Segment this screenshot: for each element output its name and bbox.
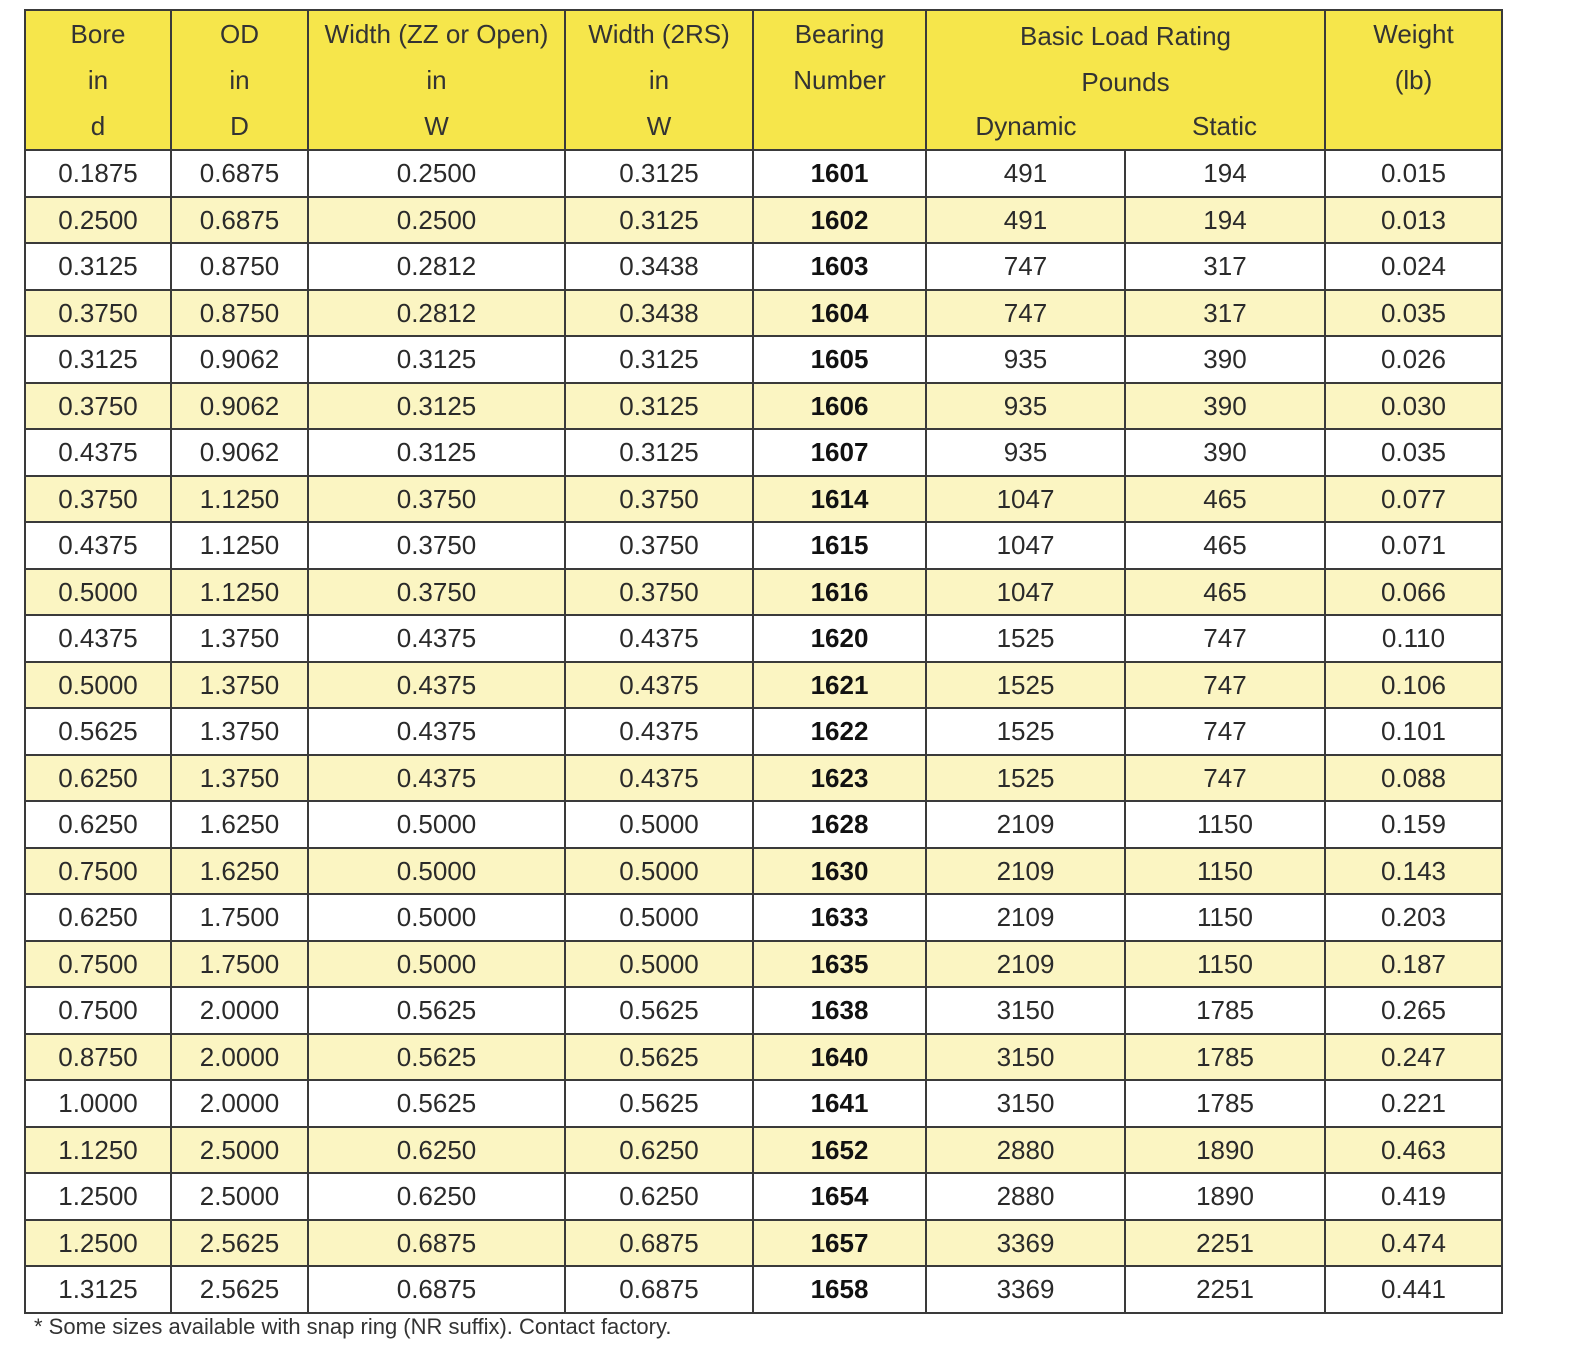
dynamic-load-cell: 491 — [926, 150, 1125, 197]
static-load-cell: 1150 — [1125, 848, 1325, 895]
weight-cell: 0.030 — [1325, 383, 1502, 430]
table-row — [25, 1173, 1502, 1220]
width-2rs-cell: 0.3750 — [565, 522, 753, 569]
table-row — [25, 569, 1502, 616]
od-cell: 1.1250 — [171, 476, 308, 523]
bearing-number-cell: 1603 — [753, 243, 926, 290]
static-load-cell: 1890 — [1125, 1173, 1325, 1220]
header-od-line-2: in — [229, 65, 250, 95]
bore-cell: 0.3750 — [25, 476, 171, 523]
width-zz-cell: 0.5625 — [308, 1034, 565, 1081]
static-load-cell: 1150 — [1125, 801, 1325, 848]
bearing-number-cell: 1630 — [753, 848, 926, 895]
table-row — [25, 894, 1502, 941]
dynamic-load-cell: 1525 — [926, 708, 1125, 755]
static-load-cell: 2251 — [1125, 1266, 1325, 1313]
od-cell: 1.3750 — [171, 615, 308, 662]
od-cell: 1.3750 — [171, 708, 308, 755]
header-weight — [1325, 10, 1502, 150]
bearing-number-cell: 1657 — [753, 1220, 926, 1267]
weight-cell: 0.013 — [1325, 197, 1502, 244]
width-2rs-cell: 0.3125 — [565, 150, 753, 197]
od-cell: 0.9062 — [171, 429, 308, 476]
static-load-cell: 747 — [1125, 615, 1325, 662]
table-row — [25, 150, 1502, 197]
bearing-number-cell: 1638 — [753, 987, 926, 1034]
bore-cell: 0.3125 — [25, 243, 171, 290]
width-zz-cell: 0.4375 — [308, 755, 565, 802]
width-2rs-cell: 0.6875 — [565, 1266, 753, 1313]
static-load-cell: 1785 — [1125, 987, 1325, 1034]
bore-cell: 0.7500 — [25, 848, 171, 895]
width-zz-cell: 0.4375 — [308, 708, 565, 755]
table-row — [25, 755, 1502, 802]
weight-cell: 0.110 — [1325, 615, 1502, 662]
od-cell: 1.7500 — [171, 941, 308, 988]
static-load-cell: 2251 — [1125, 1220, 1325, 1267]
header-dynamic: Dynamic — [926, 104, 1125, 150]
weight-cell: 0.101 — [1325, 708, 1502, 755]
width-zz-cell: 0.5625 — [308, 987, 565, 1034]
table-body — [25, 150, 1502, 1313]
dynamic-load-cell: 1525 — [926, 615, 1125, 662]
od-cell: 0.8750 — [171, 243, 308, 290]
width-2rs-cell: 0.5625 — [565, 1080, 753, 1127]
bore-cell: 0.6250 — [25, 894, 171, 941]
bore-cell: 1.2500 — [25, 1173, 171, 1220]
od-cell: 2.5000 — [171, 1173, 308, 1220]
static-load-cell: 465 — [1125, 569, 1325, 616]
bore-cell: 0.3750 — [25, 383, 171, 430]
header-bearing-number — [753, 10, 926, 150]
width-zz-cell: 0.5000 — [308, 801, 565, 848]
footnote: * Some sizes available with snap ring (NR suffix). Contact factory. — [34, 1314, 672, 1339]
width-2rs-cell: 0.3438 — [565, 290, 753, 337]
width-2rs-cell: 0.3750 — [565, 569, 753, 616]
width-zz-cell: 0.6875 — [308, 1266, 565, 1313]
table-row — [25, 987, 1502, 1034]
table-row — [25, 1266, 1502, 1313]
bore-cell: 0.3750 — [25, 290, 171, 337]
bore-cell: 0.6250 — [25, 801, 171, 848]
table-row — [25, 429, 1502, 476]
weight-cell: 0.203 — [1325, 894, 1502, 941]
table-row — [25, 1127, 1502, 1174]
bearing-table-container — [24, 9, 1501, 1314]
weight-cell: 0.071 — [1325, 522, 1502, 569]
dynamic-load-cell: 3150 — [926, 1034, 1125, 1081]
weight-cell: 0.265 — [1325, 987, 1502, 1034]
bearing-number-cell: 1604 — [753, 290, 926, 337]
header-od — [171, 10, 308, 150]
bore-cell: 1.0000 — [25, 1080, 171, 1127]
header-bore-line-1: Bore — [70, 19, 126, 49]
bearing-number-cell: 1621 — [753, 662, 926, 709]
weight-cell: 0.474 — [1325, 1220, 1502, 1267]
header-width-zz — [308, 10, 565, 150]
bearing-number-cell: 1635 — [753, 941, 926, 988]
od-cell: 1.3750 — [171, 662, 308, 709]
static-load-cell: 1150 — [1125, 941, 1325, 988]
width-zz-cell: 0.5000 — [308, 894, 565, 941]
dynamic-load-cell: 491 — [926, 197, 1125, 244]
header-weight-line-2: (lb) — [1394, 65, 1433, 95]
width-2rs-cell: 0.5625 — [565, 987, 753, 1034]
width-2rs-cell: 0.5000 — [565, 848, 753, 895]
width-zz-cell: 0.6250 — [308, 1127, 565, 1174]
od-cell: 2.0000 — [171, 1034, 308, 1081]
od-cell: 1.7500 — [171, 894, 308, 941]
header-width-2rs — [565, 10, 753, 150]
header-width-zz-line-1: Width (ZZ or Open) — [324, 19, 549, 49]
width-zz-cell: 0.3125 — [308, 429, 565, 476]
width-zz-cell: 0.3750 — [308, 569, 565, 616]
od-cell: 0.6875 — [171, 150, 308, 197]
bore-cell: 0.8750 — [25, 1034, 171, 1081]
table-row — [25, 801, 1502, 848]
bearing-number-cell: 1628 — [753, 801, 926, 848]
od-cell: 2.5625 — [171, 1266, 308, 1313]
bearing-number-cell: 1602 — [753, 197, 926, 244]
header-static: Static — [1125, 104, 1325, 150]
header-bore — [25, 10, 171, 150]
dynamic-load-cell: 2109 — [926, 941, 1125, 988]
width-zz-cell: 0.5000 — [308, 848, 565, 895]
weight-cell: 0.066 — [1325, 569, 1502, 616]
bearing-number-cell: 1607 — [753, 429, 926, 476]
od-cell: 1.3750 — [171, 755, 308, 802]
width-zz-cell: 0.2812 — [308, 243, 565, 290]
bore-cell: 0.4375 — [25, 522, 171, 569]
weight-cell: 0.419 — [1325, 1173, 1502, 1220]
od-cell: 2.0000 — [171, 1080, 308, 1127]
static-load-cell: 390 — [1125, 336, 1325, 383]
bearing-number-cell: 1606 — [753, 383, 926, 430]
weight-cell: 0.441 — [1325, 1266, 1502, 1313]
weight-cell: 0.015 — [1325, 150, 1502, 197]
dynamic-load-cell: 1047 — [926, 476, 1125, 523]
table-row — [25, 615, 1502, 662]
bore-cell: 1.3125 — [25, 1266, 171, 1313]
width-zz-cell: 0.2500 — [308, 150, 565, 197]
table-row — [25, 1080, 1502, 1127]
header-row — [25, 10, 1502, 104]
header-bore-line-3: d — [90, 111, 106, 141]
width-2rs-cell: 0.4375 — [565, 708, 753, 755]
weight-cell: 0.143 — [1325, 848, 1502, 895]
static-load-cell: 1785 — [1125, 1034, 1325, 1081]
bearing-number-cell: 1623 — [753, 755, 926, 802]
bore-cell: 1.1250 — [25, 1127, 171, 1174]
header-width-2rs-line-3: W — [646, 111, 672, 141]
weight-cell: 0.026 — [1325, 336, 1502, 383]
width-2rs-cell: 0.6250 — [565, 1173, 753, 1220]
od-cell: 0.6875 — [171, 197, 308, 244]
static-load-cell: 747 — [1125, 708, 1325, 755]
bearing-number-cell: 1633 — [753, 894, 926, 941]
bearing-spec-table — [24, 9, 1503, 1314]
width-2rs-cell: 0.3125 — [565, 336, 753, 383]
static-load-cell: 317 — [1125, 243, 1325, 290]
static-load-cell: 747 — [1125, 662, 1325, 709]
bore-cell: 0.2500 — [25, 197, 171, 244]
weight-cell: 0.221 — [1325, 1080, 1502, 1127]
width-2rs-cell: 0.5000 — [565, 894, 753, 941]
table-row — [25, 290, 1502, 337]
header-weight-line-1: Weight — [1373, 19, 1454, 49]
table-row — [25, 336, 1502, 383]
bore-cell: 0.7500 — [25, 987, 171, 1034]
od-cell: 1.1250 — [171, 569, 308, 616]
header-load-line-2: Pounds — [1081, 66, 1170, 97]
bearing-number-cell: 1641 — [753, 1080, 926, 1127]
width-2rs-cell: 0.5000 — [565, 801, 753, 848]
width-zz-cell: 0.3125 — [308, 336, 565, 383]
width-zz-cell: 0.5000 — [308, 941, 565, 988]
bore-cell: 0.1875 — [25, 150, 171, 197]
bore-cell: 0.3125 — [25, 336, 171, 383]
dynamic-load-cell: 935 — [926, 336, 1125, 383]
static-load-cell: 194 — [1125, 150, 1325, 197]
weight-cell: 0.035 — [1325, 429, 1502, 476]
bore-cell: 0.5000 — [25, 569, 171, 616]
bearing-number-cell: 1601 — [753, 150, 926, 197]
table-row — [25, 197, 1502, 244]
width-zz-cell: 0.4375 — [308, 615, 565, 662]
table-row — [25, 1220, 1502, 1267]
od-cell: 1.1250 — [171, 522, 308, 569]
header-load-rating — [926, 10, 1325, 104]
dynamic-load-cell: 935 — [926, 429, 1125, 476]
dynamic-load-cell: 2109 — [926, 801, 1125, 848]
od-cell: 0.8750 — [171, 290, 308, 337]
bore-cell: 0.4375 — [25, 429, 171, 476]
static-load-cell: 194 — [1125, 197, 1325, 244]
od-cell: 0.9062 — [171, 336, 308, 383]
weight-cell: 0.106 — [1325, 662, 1502, 709]
bearing-number-cell: 1652 — [753, 1127, 926, 1174]
static-load-cell: 465 — [1125, 522, 1325, 569]
header-width-2rs-line-2: in — [648, 65, 670, 95]
width-zz-cell: 0.6875 — [308, 1220, 565, 1267]
dynamic-load-cell: 1525 — [926, 662, 1125, 709]
width-zz-cell: 0.4375 — [308, 662, 565, 709]
bore-cell: 0.6250 — [25, 755, 171, 802]
width-zz-cell: 0.3125 — [308, 383, 565, 430]
table-row — [25, 383, 1502, 430]
table-row — [25, 848, 1502, 895]
table-row — [25, 941, 1502, 988]
bearing-number-cell: 1620 — [753, 615, 926, 662]
dynamic-load-cell: 3369 — [926, 1220, 1125, 1267]
width-zz-cell: 0.6250 — [308, 1173, 565, 1220]
dynamic-load-cell: 3369 — [926, 1266, 1125, 1313]
bore-cell: 1.2500 — [25, 1220, 171, 1267]
weight-cell: 0.247 — [1325, 1034, 1502, 1081]
header-bore-line-2: in — [87, 65, 109, 95]
weight-cell: 0.035 — [1325, 290, 1502, 337]
dynamic-load-cell: 2109 — [926, 894, 1125, 941]
static-load-cell: 747 — [1125, 755, 1325, 802]
dynamic-load-cell: 747 — [926, 243, 1125, 290]
bearing-number-cell: 1654 — [753, 1173, 926, 1220]
dynamic-load-cell: 1047 — [926, 522, 1125, 569]
bearing-number-cell: 1614 — [753, 476, 926, 523]
bore-cell: 0.5625 — [25, 708, 171, 755]
od-cell: 1.6250 — [171, 801, 308, 848]
width-2rs-cell: 0.3125 — [565, 197, 753, 244]
header-bearing-line-2: Number — [793, 65, 886, 95]
header-width-zz-line-3: W — [424, 111, 449, 141]
bearing-number-cell: 1605 — [753, 336, 926, 383]
static-load-cell: 1150 — [1125, 894, 1325, 941]
header-load-line-1: Basic Load Rating — [1019, 20, 1232, 51]
dynamic-load-cell: 935 — [926, 383, 1125, 430]
bearing-number-cell: 1616 — [753, 569, 926, 616]
od-cell: 2.0000 — [171, 987, 308, 1034]
static-load-cell: 390 — [1125, 429, 1325, 476]
width-2rs-cell: 0.3125 — [565, 383, 753, 430]
width-2rs-cell: 0.4375 — [565, 755, 753, 802]
width-2rs-cell: 0.4375 — [565, 662, 753, 709]
table-row — [25, 522, 1502, 569]
width-2rs-cell: 0.4375 — [565, 615, 753, 662]
bore-cell: 0.7500 — [25, 941, 171, 988]
dynamic-load-cell: 2109 — [926, 848, 1125, 895]
static-load-cell: 317 — [1125, 290, 1325, 337]
table-row — [25, 1034, 1502, 1081]
od-cell: 1.6250 — [171, 848, 308, 895]
header-width-zz-line-2: in — [426, 65, 447, 95]
header-bearing-line-1: Bearing — [794, 19, 885, 49]
od-cell: 2.5625 — [171, 1220, 308, 1267]
width-zz-cell: 0.2812 — [308, 290, 565, 337]
bearing-number-cell: 1615 — [753, 522, 926, 569]
bearing-number-cell: 1622 — [753, 708, 926, 755]
dynamic-load-cell: 3150 — [926, 987, 1125, 1034]
od-cell: 0.9062 — [171, 383, 308, 430]
table-row — [25, 243, 1502, 290]
weight-cell: 0.159 — [1325, 801, 1502, 848]
width-zz-cell: 0.3750 — [308, 476, 565, 523]
header-od-line-1: OD — [220, 19, 259, 49]
bearing-number-cell: 1658 — [753, 1266, 926, 1313]
dynamic-load-cell: 747 — [926, 290, 1125, 337]
static-load-cell: 1890 — [1125, 1127, 1325, 1174]
dynamic-load-cell: 1525 — [926, 755, 1125, 802]
od-cell: 2.5000 — [171, 1127, 308, 1174]
dynamic-load-cell: 2880 — [926, 1127, 1125, 1174]
table-row — [25, 662, 1502, 709]
static-load-cell: 1785 — [1125, 1080, 1325, 1127]
width-2rs-cell: 0.3125 — [565, 429, 753, 476]
weight-cell: 0.077 — [1325, 476, 1502, 523]
header-width-2rs-line-1: Width (2RS) — [588, 19, 730, 49]
bore-cell: 0.5000 — [25, 662, 171, 709]
weight-cell: 0.088 — [1325, 755, 1502, 802]
dynamic-load-cell: 1047 — [926, 569, 1125, 616]
width-zz-cell: 0.2500 — [308, 197, 565, 244]
bearing-number-cell: 1640 — [753, 1034, 926, 1081]
width-zz-cell: 0.5625 — [308, 1080, 565, 1127]
width-2rs-cell: 0.5000 — [565, 941, 753, 988]
weight-cell: 0.187 — [1325, 941, 1502, 988]
table-row — [25, 476, 1502, 523]
header-od-line-3: D — [230, 111, 249, 141]
width-2rs-cell: 0.5625 — [565, 1034, 753, 1081]
static-load-cell: 465 — [1125, 476, 1325, 523]
table-row — [25, 708, 1502, 755]
width-2rs-cell: 0.3438 — [565, 243, 753, 290]
weight-cell: 0.024 — [1325, 243, 1502, 290]
static-load-cell: 390 — [1125, 383, 1325, 430]
width-2rs-cell: 0.6250 — [565, 1127, 753, 1174]
dynamic-load-cell: 2880 — [926, 1173, 1125, 1220]
bore-cell: 0.4375 — [25, 615, 171, 662]
width-2rs-cell: 0.6875 — [565, 1220, 753, 1267]
dynamic-load-cell: 3150 — [926, 1080, 1125, 1127]
width-2rs-cell: 0.3750 — [565, 476, 753, 523]
width-zz-cell: 0.3750 — [308, 522, 565, 569]
weight-cell: 0.463 — [1325, 1127, 1502, 1174]
